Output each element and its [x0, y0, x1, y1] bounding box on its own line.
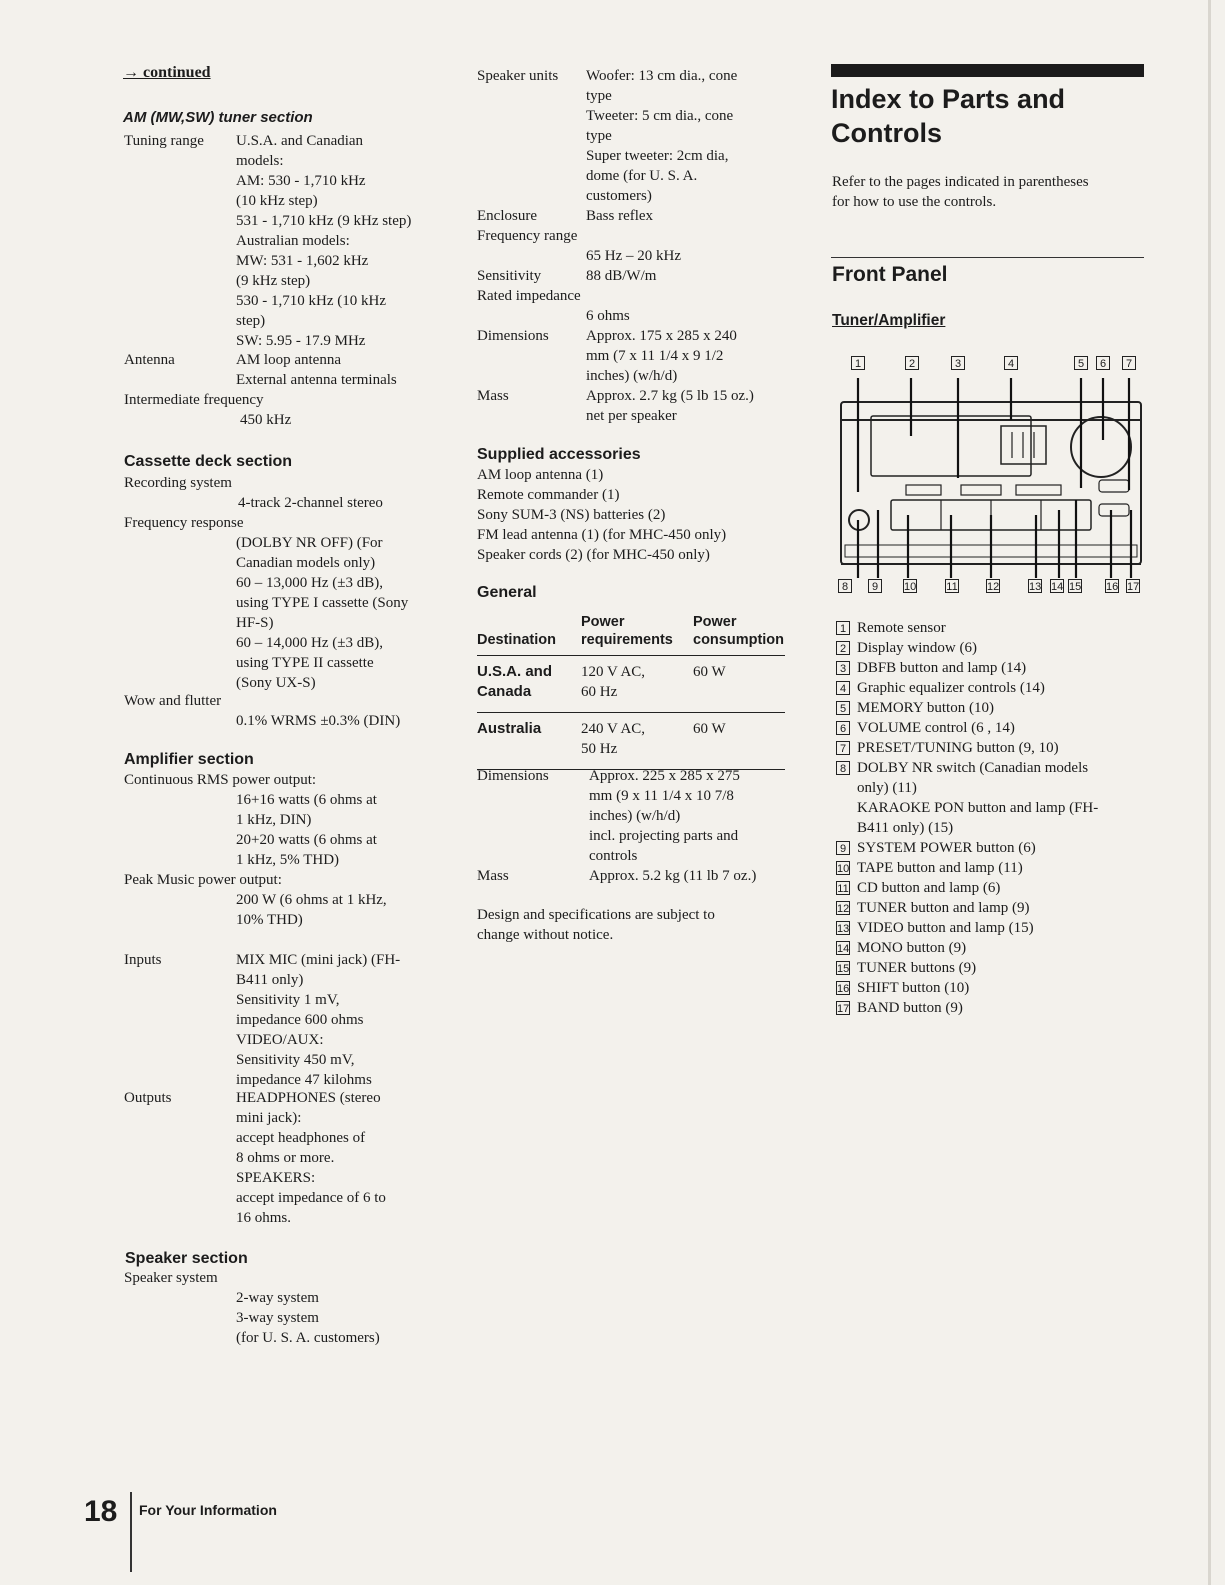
item-number: 14 — [837, 943, 850, 955]
spec-value: 16+16 watts (6 ohms at 1 kHz, DIN) 20+20 watts (6 ohms at 1 kHz, 5% THD) — [236, 792, 377, 868]
spec-label: Dimensions — [477, 768, 549, 784]
callout-11: 11 — [946, 581, 958, 593]
callout-8: 8 — [838, 579, 852, 593]
table-cell: 60 W — [693, 713, 785, 770]
item-number: 13 — [837, 923, 850, 935]
spec-label: Rated impedance — [477, 288, 581, 304]
spec-label: Tuning range — [124, 133, 204, 149]
spec-label: Enclosure — [477, 208, 537, 224]
page-number: 18 — [84, 1495, 118, 1528]
table-cell: 240 V AC, 50 Hz — [581, 713, 693, 770]
item-number: 17 — [837, 1003, 850, 1015]
spec-label: Mass — [477, 388, 509, 404]
spec-value: MIX MIC (mini jack) (FH- B411 only) Sensitivity 1 mV, impedance 600 ohms VIDEO/AUX: Sensitivity 450 mV, impedance 47 kilohms — [236, 952, 401, 1088]
amplifier-heading: Amplifier section — [124, 751, 254, 768]
list-item: Speaker cords (2) (for MHC-450 only) — [477, 547, 710, 563]
list-item — [836, 718, 1146, 738]
callout-14: 14 — [1051, 581, 1064, 593]
divider — [831, 257, 1144, 258]
spec-value: Approx. 175 x 285 x 240 mm (7 x 11 1/4 x 9 1/2 inches) (w/h/d) — [586, 328, 737, 384]
design-note: Design and specifications are subject to change without notice. — [477, 907, 715, 943]
list-item — [836, 938, 1146, 958]
list-item — [836, 618, 1146, 638]
callout-15: 15 — [1069, 581, 1082, 593]
table-cell: 60 W — [693, 656, 785, 713]
spec-label: Peak Music power output: — [124, 872, 282, 888]
callout-2: 2 — [905, 356, 919, 370]
spec-label: Inputs — [124, 952, 162, 968]
spec-label: Speaker units — [477, 68, 559, 84]
item-text: TUNER buttons (9) — [857, 960, 977, 976]
list-item — [836, 658, 1146, 678]
callout-12: 12 — [987, 581, 1000, 593]
item-number: 8 — [836, 761, 850, 775]
list-item — [836, 878, 1146, 898]
table-header-cell: Destination — [477, 609, 581, 656]
spec-label: Frequency response — [124, 515, 244, 531]
spec-value: 2-way system 3-way system (for U. S. A. customers) — [236, 1290, 380, 1346]
item-text: DBFB button and lamp (14) — [857, 660, 1027, 676]
speaker-heading: Speaker section — [125, 1250, 248, 1267]
spec-value: AM loop antenna External antenna terminals — [236, 352, 397, 388]
item-text: CD button and lamp (6) — [857, 880, 1001, 896]
spec-label: Mass — [477, 868, 509, 884]
footer-divider — [130, 1492, 132, 1572]
table-cell: Australia — [477, 713, 581, 770]
list-item — [836, 838, 1146, 858]
spec-value: 6 ohms — [586, 308, 630, 324]
item-text: MONO button (9) — [857, 940, 967, 956]
footer-section-label: For Your Information — [139, 1502, 277, 1518]
item-text: VOLUME control (6 , 14) — [857, 720, 1015, 736]
general-heading: General — [477, 584, 537, 601]
list-item — [836, 858, 1146, 878]
list-item — [836, 898, 1146, 918]
callout-10: 10 — [904, 581, 917, 593]
callout-1: 1 — [851, 356, 865, 370]
spec-label: Wow and flutter — [124, 693, 222, 709]
item-number: 4 — [836, 681, 850, 695]
supplied-list — [477, 465, 726, 565]
item-text: MEMORY button (10) — [857, 700, 994, 716]
spec-label: Intermediate frequency — [124, 392, 264, 408]
item-text: Remote sensor — [857, 620, 946, 636]
list-item — [836, 978, 1146, 998]
callout-17: 17 — [1127, 581, 1140, 593]
spec-value: 450 kHz — [240, 412, 292, 428]
callout-7: 7 — [1122, 356, 1136, 370]
spec-label: Recording system — [124, 475, 232, 491]
spec-value: Approx. 225 x 285 x 275 mm (9 x 11 1/4 x 10 7/8 inches) (w/h/d) incl. projecting parts and controls — [589, 768, 740, 864]
spec-label: Frequency range — [477, 228, 578, 244]
table-row — [477, 656, 785, 713]
list-item — [836, 738, 1146, 758]
spec-label: Speaker system — [124, 1270, 218, 1286]
item-number: 9 — [836, 841, 850, 855]
intro-text: Refer to the pages indicated in parentheses for how to use the controls. — [832, 174, 1089, 210]
item-number: 3 — [836, 661, 850, 675]
table-header-row — [477, 609, 785, 656]
item-text: BAND button (9) — [857, 1000, 963, 1016]
callout-16: 16 — [1106, 581, 1119, 593]
item-number: 7 — [836, 741, 850, 755]
spec-value: 88 dB/W/m — [586, 268, 657, 284]
table-cell: U.S.A. and Canada — [477, 656, 581, 713]
front-panel-diagram — [831, 350, 1156, 605]
spec-value: Woofer: 13 cm dia., cone type Tweeter: 5 cm dia., cone type Super tweeter: 2cm dia, dome (for U. S. A. customers) — [586, 68, 738, 204]
callout-13: 13 — [1029, 581, 1042, 593]
controls-list — [836, 618, 1146, 1018]
item-number: 6 — [836, 721, 850, 735]
spec-label: Antenna — [124, 352, 175, 368]
list-item: AM loop antenna (1) — [477, 467, 604, 483]
front-panel-heading: Front Panel — [832, 263, 948, 286]
list-item — [836, 958, 1146, 978]
page-title: Index to Parts and Controls — [831, 84, 1066, 148]
item-text: SHIFT button (10) — [857, 980, 970, 996]
spec-value: (DOLBY NR OFF) (For Canadian models only) 60 – 13,000 Hz (±3 dB), using TYPE I cassette (Sony HF-S) 60 – 14,000 Hz (±3 dB), using TYPE II cassette (Sony UX-S) — [236, 535, 409, 691]
list-item — [836, 998, 1146, 1018]
table-header-cell: Power consumption — [693, 609, 785, 656]
power-table — [477, 609, 785, 770]
item-text: DOLBY NR switch (Canadian models only) (11) KARAOKE PON button and lamp (FH- B411 only) (15) — [857, 760, 1099, 836]
item-text: Display window (6) — [857, 640, 977, 656]
am-tuner-heading: AM (MW,SW) tuner section — [123, 109, 313, 126]
item-number: 15 — [837, 963, 850, 975]
cassette-heading: Cassette deck section — [124, 453, 293, 470]
spec-value: U.S.A. and Canadian models: AM: 530 - 1,710 kHz (10 kHz step) 531 - 1,710 kHz (9 kHz step) Australian models: MW: 531 - 1,602 kHz (9 kHz step) 530 - 1,710 kHz (10 kHz step) SW: 5.95 - 17.9 MHz — [236, 133, 412, 349]
list-item — [836, 758, 1146, 838]
item-number: 11 — [837, 883, 849, 895]
callout-6: 6 — [1096, 356, 1110, 370]
spec-label: Dimensions — [477, 328, 549, 344]
callout-3: 3 — [951, 356, 965, 370]
item-number: 10 — [837, 863, 850, 875]
list-item — [836, 918, 1146, 938]
tuner-amplifier-subheading: Tuner/Amplifier — [832, 312, 946, 329]
callout-4: 4 — [1004, 356, 1018, 370]
list-item — [836, 678, 1146, 698]
item-text: TAPE button and lamp (11) — [857, 860, 1023, 876]
item-number: 2 — [836, 641, 850, 655]
section-bar — [831, 64, 1144, 77]
spec-label: Sensitivity — [477, 268, 542, 284]
item-number: 1 — [836, 621, 850, 635]
spec-value: Bass reflex — [586, 208, 654, 224]
item-number: 5 — [836, 701, 850, 715]
callout-5: 5 — [1074, 356, 1088, 370]
item-text: SYSTEM POWER button (6) — [857, 840, 1036, 856]
item-text: Graphic equalizer controls (14) — [857, 680, 1045, 696]
callout-9: 9 — [868, 579, 882, 593]
table-cell: 120 V AC, 60 Hz — [581, 656, 693, 713]
item-text: TUNER button and lamp (9) — [857, 900, 1030, 916]
supplied-heading: Supplied accessories — [477, 446, 641, 463]
spec-value: Approx. 5.2 kg (11 lb 7 oz.) — [589, 868, 757, 884]
spec-value: 0.1% WRMS ±0.3% (DIN) — [236, 713, 401, 729]
spec-value: 65 Hz – 20 kHz — [586, 248, 681, 264]
spec-value: Approx. 2.7 kg (5 lb 15 oz.) net per speaker — [586, 388, 754, 424]
spec-value: HEADPHONES (stereo mini jack): accept headphones of 8 ohms or more. SPEAKERS: accept impedance of 6 to 16 ohms. — [236, 1090, 386, 1226]
spec-value: 4-track 2-channel stereo — [238, 495, 383, 511]
list-item — [836, 698, 1146, 718]
item-number: 16 — [837, 983, 850, 995]
continued-heading: → continued — [123, 64, 211, 81]
table-row — [477, 713, 785, 770]
spec-label: Continuous RMS power output: — [124, 772, 317, 788]
item-number: 12 — [837, 903, 850, 915]
item-text: PRESET/TUNING button (9, 10) — [857, 740, 1059, 756]
spec-value: 200 W (6 ohms at 1 kHz, 10% THD) — [236, 892, 387, 928]
spec-label: Outputs — [124, 1090, 172, 1106]
table-header-cell: Power requirements — [581, 609, 693, 656]
list-item: FM lead antenna (1) (for MHC-450 only) — [477, 527, 727, 543]
list-item: Sony SUM-3 (NS) batteries (2) — [477, 507, 666, 523]
page-edge — [1208, 0, 1211, 1585]
list-item — [836, 638, 1146, 658]
list-item: Remote commander (1) — [477, 487, 620, 503]
item-text: VIDEO button and lamp (15) — [857, 920, 1034, 936]
